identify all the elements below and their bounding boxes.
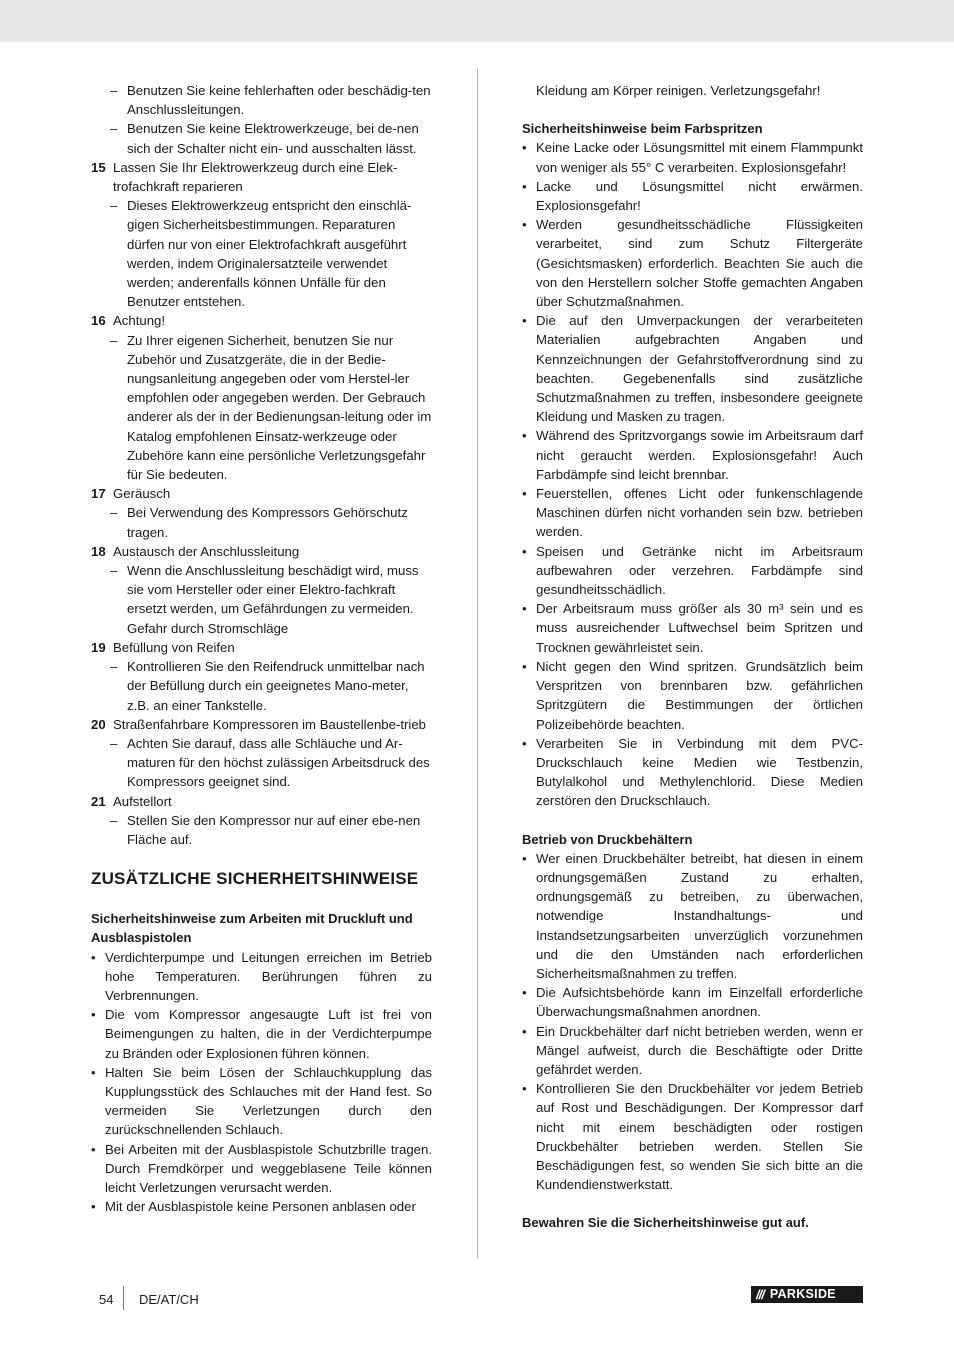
header-bar (0, 0, 954, 42)
list-item (522, 849, 863, 983)
list-item-text: Feuerstellen, offenes Licht oder funkenschlagende Maschinen dürfen nicht vorhanden sein bzw. betrieben werden. (536, 486, 863, 540)
bullet-mark: • (522, 217, 527, 233)
list-item-text: Die vom Kompressor angesaugte Luft ist frei von Beimengungen zu halten, die in der Verdichterpumpe zu Bränden oder Explosionen führen können. (105, 1007, 432, 1061)
list-item (91, 119, 432, 157)
list-item (91, 948, 432, 1006)
dash-mark: – (110, 505, 118, 521)
bullet-mark: • (522, 178, 527, 194)
list-item (91, 196, 432, 311)
list-item (522, 734, 863, 811)
closing-note: Bewahren Sie die Sicherheitshinweise gut auf. (522, 1215, 809, 1231)
subheading: Betrieb von Druckbehältern (522, 831, 693, 847)
list-item (91, 561, 432, 638)
list-item-text: Bei Verwendung des Kompressors Gehörschutz tragen. (127, 505, 408, 540)
item-number: 15 (91, 159, 106, 175)
spacer (522, 100, 863, 119)
list-item (91, 81, 432, 119)
list-item (91, 503, 432, 541)
item-title: Austausch der Anschlussleitung (113, 543, 300, 559)
dash-mark: – (110, 812, 118, 828)
item-title: Aufstellort (113, 793, 172, 809)
list-item (522, 311, 863, 426)
list-item-text: Ein Druckbehälter darf nicht betrieben werden, wenn er Mängel aufweist, durch die Beschäftigte oder Dritte gefährdet werden. (536, 1023, 863, 1077)
numbered-item-21 (91, 792, 432, 811)
list-item (522, 215, 863, 311)
section-title: ZUSÄTZLICHE SICHERHEITSHINWEISE (91, 869, 419, 889)
list-item-text: Dieses Elektrowerkzeug entspricht den einschlä-gigen Sicherheitsbestimmungen. Reparaturen dürfen nur von einer Elektrofachkraft ausgeführt werden, indem Originalersatzteile verwendet werden; anderenfalls können Unfälle für den Benutzer entstehen. (127, 198, 412, 310)
page-number: 54 (99, 1292, 114, 1307)
left-column (91, 81, 432, 1216)
list-item-text: Mit der Ausblaspistole keine Personen anblasen oder (105, 1199, 416, 1215)
logo-brand: PARKSIDE (769, 1286, 836, 1301)
spacer (522, 1194, 863, 1213)
list-item-text: Achten Sie darauf, dass alle Schläuche und Ar-maturen für den höchst zulässigen Arbeitsdruck des Kompressors geeignet sind. (127, 735, 430, 790)
list-item (522, 657, 863, 734)
dash-mark: – (110, 198, 118, 214)
continuation-text: Kleidung am Körper reinigen. Verletzungsgefahr! (536, 83, 821, 98)
footer-divider (123, 1286, 124, 1310)
bullet-mark: • (91, 1007, 96, 1023)
list-item (91, 1063, 432, 1140)
list-item-text: Halten Sie beim Lösen der Schlauchkupplung das Kupplungsstück des Schlauches mit der Hand fest. So vermeiden Sie Verletzungen durch den zurückschnellenden Schlauch. (105, 1064, 432, 1138)
bullet-mark: • (522, 140, 527, 156)
list-item (91, 331, 432, 485)
list-item (522, 1022, 863, 1080)
list-item-text: Speisen und Getränke nicht im Arbeitsraum aufbewahren oder verzehren. Farbdämpfe sind gesundheitsschädlich. (536, 543, 863, 598)
item-number: 19 (91, 639, 106, 655)
list-item (91, 811, 432, 849)
dash-mark: – (110, 735, 118, 751)
list-item (522, 983, 863, 1021)
list-item (91, 1005, 432, 1063)
list-item (522, 177, 863, 215)
list-item-text: Zu Ihrer eigenen Sicherheit, benutzen Sie nur Zubehör und Zusatzgeräte, die in der Bedie-nungsanleitung angegeben oder vom Herstel-ler empfohlen oder angegeben werden. Der Gebrauch anderer als der in der Bedienungsan-leitung oder im Katalog empfohlenen Einsatz-werkzeuge oder Zubehöre kann eine persönliche Verletzungsgefahr für Sie bedeuten. (127, 332, 432, 483)
bullet-mark: • (522, 428, 527, 444)
numbered-item-15 (91, 158, 432, 196)
list-item-text: Bei Arbeiten mit der Ausblaspistole Schutzbrille tragen. Durch Fremdkörper und weggeblasene Teile können leicht Verletzungen verursacht werden. (105, 1141, 432, 1195)
item-title: Achtung! (113, 313, 166, 329)
list-item (522, 138, 863, 176)
list-item-text: Während des Spritzvorgangs sowie im Arbeitsraum darf nicht geraucht werden. Explosionsgefahr! Auch Farbdämpfe sind leicht brennbar. (536, 428, 863, 482)
bullet-mark: • (522, 735, 527, 751)
item-title: Geräusch (113, 486, 171, 502)
dash-mark: – (110, 563, 118, 579)
bullet-mark: • (91, 1199, 96, 1215)
bullet-mark: • (522, 658, 527, 674)
list-item (522, 542, 863, 600)
dash-mark: – (110, 659, 118, 675)
subheading: Sicherheitshinweise beim Farbspritzen (522, 121, 763, 137)
item-number: 16 (91, 313, 106, 329)
item-number: 17 (91, 486, 106, 502)
list-item (522, 1079, 863, 1194)
list-item (522, 599, 863, 657)
right-column (522, 81, 863, 1233)
list-item-text: Kontrollieren Sie den Druckbehälter vor jedem Betrieb auf Rost und Beschädigungen. Der Kompressor darf nicht mit einem beschädigten oder rostigen Druckbehälter betrieben werden. Stellen Sie Beschädigungen fest, so wenden Sie sich bitte an die Kundendienstwerkstatt. (536, 1081, 863, 1193)
dash-mark: – (110, 121, 118, 137)
bullet-mark: • (522, 1023, 527, 1039)
list-item (91, 1197, 432, 1216)
item-number: 18 (91, 543, 106, 559)
list-item-text: Benutzen Sie keine fehlerhaften oder beschädig-ten Anschlussleitungen. (127, 83, 431, 118)
subheading: Sicherheitshinweise zum Arbeiten mit Druckluft und Ausblaspistolen (91, 911, 413, 946)
bullet-mark: • (522, 1081, 527, 1097)
numbered-item-16 (91, 311, 432, 330)
list-item-text: Werden gesundheitsschädliche Flüssigkeiten verarbeitet, sind zum Schutz Filtergeräte (Gesichtsmasken) erforderlich. Beachten Sie auch die von den Herstellern solcher Stoffe gemachten Angaben über Schutzmaßnahmen. (536, 217, 863, 310)
list-item-text: Wenn die Anschlussleitung beschädigt wird, muss sie vom Hersteller oder einer Elektro-fachkraft ersetzt werden, um Gefährdungen zu vermeiden. Gefahr durch Stromschläge (127, 563, 419, 636)
item-title: Straßenfahrbare Kompressoren im Baustellenbe-trieb (113, 716, 426, 732)
list-item-text: Die auf den Umverpackungen der verarbeiteten Materialien aufgebrachten Angaben und Kennzeichnungen der Gefahrstoffverordnung sind zu beachten. Gegebenenfalls sind zusätzliche Schutzmaßnahmen zu treffen, insbesondere geeignete Kleidung und Masken zu tragen. (536, 313, 863, 425)
list-item-text: Benutzen Sie keine Elektrowerkzeuge, bei de-nen sich der Schalter nicht ein- und ausschalten lässt. (127, 121, 419, 156)
numbered-item-18 (91, 542, 432, 561)
dash-mark: – (110, 83, 118, 98)
list-item (91, 734, 432, 792)
list-item-text: Kontrollieren Sie den Reifendruck unmittelbar nach der Befüllung durch ein geeignetes Mano-meter, z.B. an einer Tankstelle. (127, 659, 425, 713)
item-number: 20 (91, 716, 106, 732)
bullet-mark: • (522, 486, 527, 502)
list-item-text: Stellen Sie den Kompressor nur auf einer ebe-nen Fläche auf. (127, 812, 421, 847)
logo-slashes: /// (756, 1286, 764, 1302)
item-title: Befüllung von Reifen (113, 639, 235, 655)
bullet-mark: • (91, 949, 96, 965)
bullet-mark: • (522, 985, 527, 1001)
numbered-item-19 (91, 638, 432, 657)
list-item-text: Nicht gegen den Wind spritzen. Grundsätzlich beim Verspritzen von brennbaren bzw. gefährlichen Spritzgütern die Bestimmungen der örtlichen Polizeibehörde beachten. (536, 658, 863, 732)
list-item-text: Keine Lacke oder Lösungsmittel mit einem Flammpunkt von weniger als 55° C verarbeiten. Explosionsgefahr! (536, 140, 863, 175)
list-item-text: Die Aufsichtsbehörde kann im Einzelfall erforderliche Überwachungsmaßnahmen anordnen. (536, 985, 863, 1020)
list-item (522, 426, 863, 484)
list-item-text: Der Arbeitsraum muss größer als 30 m³ sein und es muss ausreichender Luftwechsel beim Spritzen und Trocknen gewährleistet sein. (536, 601, 863, 655)
bullet-mark: • (522, 601, 527, 617)
list-item (91, 657, 432, 715)
spacer (522, 811, 863, 830)
bullet-mark: • (91, 1141, 96, 1157)
list-item-text: Verarbeiten Sie in Verbindung mit dem PVC-Druckschlauch keine Medien wie Testbenzin, Butylalkohol und Methylenchlorid. Diese Medien zerstören den Druckschlauch. (536, 735, 863, 809)
bullet-mark: • (91, 1064, 96, 1080)
region-label: DE/AT/CH (139, 1292, 199, 1307)
item-title: Lassen Sie Ihr Elektrowerkzeug durch eine Elek-trofachkraft reparieren (113, 159, 398, 195)
list-item (522, 484, 863, 542)
parkside-logo (751, 1286, 863, 1303)
list-item-text: Lacke und Lösungsmittel nicht erwärmen. Explosionsgefahr! (536, 178, 863, 214)
list-item (91, 1140, 432, 1198)
item-number: 21 (91, 793, 106, 809)
list-item-text: Wer einen Druckbehälter betreibt, hat diesen in einem ordnungsgemäßen Zustand zu erhalten, ordnungsgemäß zu betreiben, zu überwachen, notwendige Instandhaltungs- und Instandsetzungsarbeiten unverzüglich vorzunehmen und die den Umständen nach erforderlichen Sicherheitsmaßnahmen zu treffen. (536, 850, 863, 981)
numbered-item-17 (91, 484, 432, 503)
numbered-item-20 (91, 715, 432, 734)
dash-mark: – (110, 332, 118, 348)
bullet-mark: • (522, 313, 527, 329)
bullet-mark: • (522, 543, 527, 559)
list-item-text: Verdichterpumpe und Leitungen erreichen im Betrieb hohe Temperaturen. Berührungen führen zu Verbrennungen. (105, 949, 432, 1003)
bullet-mark: • (522, 850, 527, 866)
column-divider (477, 68, 478, 1258)
